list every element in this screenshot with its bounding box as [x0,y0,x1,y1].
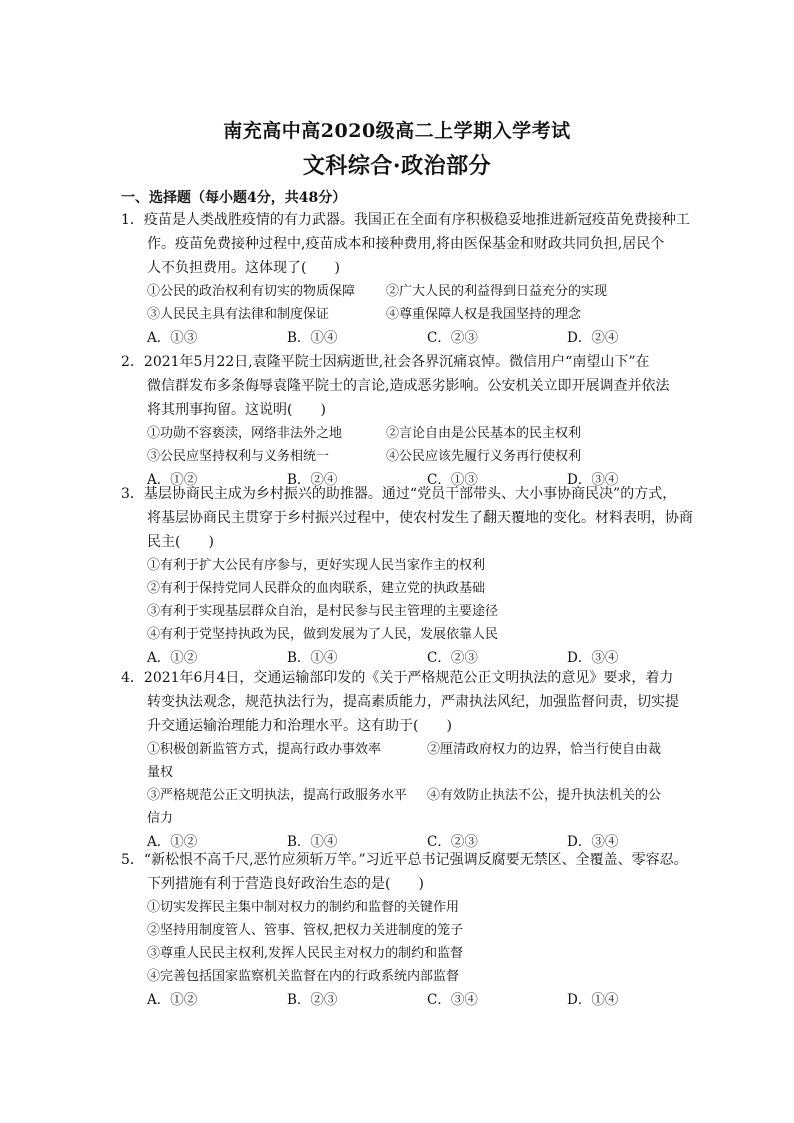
question-stem-line: 4．2021年6月4日，交通运输部印发的《关于严格规范公正文明执法的意见》要求，着力 [121,670,674,686]
statement-2: ②厘清政府权力的边界，恰当行使自由裁 [427,742,662,757]
statement-row [121,280,681,303]
statement-4: ④有利于党坚持执政为民，做到发展为了人民，发展依靠人民 [147,627,499,642]
question-stem-line: 3．基层协商民主成为乡村振兴的助推器。通过“党员干部带头、大小事协商民决”的方式， [121,486,677,502]
question-stem-line: 人不负担费用。这体现了( ) [147,260,340,276]
choice-c: C．①③ [427,472,478,488]
statement-3: ③尊重人民民主权利,发挥人民民主对权力的制约和监督 [147,946,464,961]
statement-1: ①切实发挥民主集中制对权力的制约和监督的关键作用 [147,900,460,915]
question-stem-line: 作。疫苗免费接种过程中,疫苗成本和接种费用,将由医保基金和财政共同负担,居民个 [147,236,665,252]
choice-d: D．③④ [567,650,619,666]
statement-3: ③公民应坚持权利与义务相统一 [147,449,330,464]
choice-c: C．③④ [427,992,478,1008]
choice-a: A．①② [147,834,198,850]
choice-d: D．②④ [567,330,619,346]
choice-c: C．②③ [427,834,478,850]
answer-choices [121,988,681,1012]
statement-4: ④有效防止执法不公，提升执法机关的公 [427,788,662,803]
statement-2: ②坚持用制度管人、管事、管权,把权力关进制度的笼子 [147,923,464,938]
statement-2: ②有利于保持党同人民群众的血肉联系，建立党的执政基础 [147,581,486,596]
choice-b: B．①④ [287,834,338,850]
choice-b: B．①④ [287,330,338,346]
choice-a: A．①② [147,992,198,1008]
answer-choices [121,326,681,350]
statement-3: ③有利于实现基层群众自治，是村民参与民主管理的主要途径 [147,604,499,619]
statement-2-continued: 量权 [147,765,174,780]
choice-d: D．③④ [567,472,619,488]
choice-b: B．①④ [287,650,338,666]
question-stem-line: 下列措施有利于营造良好政治生态的是( ) [147,876,424,892]
choice-b: B．②③ [287,992,338,1008]
question-stem-line: 转变执法观念，规范执法行为，提高素质能力，严肃执法风纪，加强监督问责，切实提 [147,694,679,710]
question-stem-line: 2．2021年5月22日,袁隆平院士因病逝世,社会各界沉痛哀悼。微信用户“南望山下”在 [121,354,650,370]
choice-a: A．①③ [147,330,198,346]
statement-row [121,784,681,807]
choice-c: C．②③ [427,650,478,666]
question-stem-line: 微信群发布多条侮辱袁隆平院士的言论,造成恶劣影响。公安机关立即开展调查并依法 [147,378,670,394]
question-4 [121,666,681,854]
question-3 [121,482,693,670]
statement-1: ①公民的政治权利有切实的物质保障 [147,284,356,299]
statement-2: ②广大人民的利益得到日益充分的实现 [386,284,608,299]
choice-c: C．②③ [427,330,478,346]
section-heading: 一、选择题（每小题4分，共48分） [121,190,347,206]
statement-4: ④完善包括国家监察机关监督在内的行政系统内部监督 [147,969,460,984]
question-stem-line: 将基层协商民主贯穿于乡村振兴过程中，使农村发生了翻天覆地的变化。材料表明，协商 [147,510,693,526]
statement-3: ③严格规范公正文明执法，提高行政服务水平 [147,788,408,803]
question-stem-line: 民主( ) [147,534,214,550]
statement-row [121,422,681,445]
question-2 [121,350,681,492]
question-1 [121,208,690,350]
question-stem-line: 将其刑事拘留。这说明( ) [147,402,326,418]
choice-a: A．①② [147,650,198,666]
choice-d: D．③④ [567,834,619,850]
statement-2: ②言论自由是公民基本的民主权利 [386,426,582,441]
statement-3: ③人民民主具有法律和制度保证 [147,307,330,322]
statement-4: ④尊重保障人权是我国坚持的理念 [386,307,582,322]
choice-b: B．②④ [287,472,338,488]
statement-1: ①积极创新监管方式，提高行政办事效率 [147,742,382,757]
statement-row [121,303,681,326]
statement-4: ④公民应该先履行义务再行使权利 [386,449,582,464]
statement-1: ①有利于扩大公民有序参与，更好实现人民当家作主的权利 [147,558,486,573]
statement-row [121,445,681,468]
choice-d: D．①④ [567,992,619,1008]
statement-4-continued: 信力 [147,811,174,826]
choice-a: A．①② [147,472,198,488]
question-stem-line: 5．“新松恨不高千尺,恶竹应须斩万竿。”习近平总书记强调反腐要无禁区、全覆盖、零容忍。 [121,852,688,868]
question-stem-line: 升交通运输治理能力和治理水平。这有助于( ) [147,718,452,734]
exam-title: 南充高中高2020级高二上学期入学考试 [223,120,571,142]
question-5 [121,848,688,1012]
statement-row [121,738,681,761]
statement-1: ①功勋不容亵渎，网络非法外之地 [147,426,343,441]
exam-subtitle: 文科综合·政治部分 [302,153,492,179]
question-stem-line: 1．疫苗是人类战胜疫情的有力武器。我国正在全面有序积极稳妥地推进新冠疫苗免费接种工 [121,212,690,228]
